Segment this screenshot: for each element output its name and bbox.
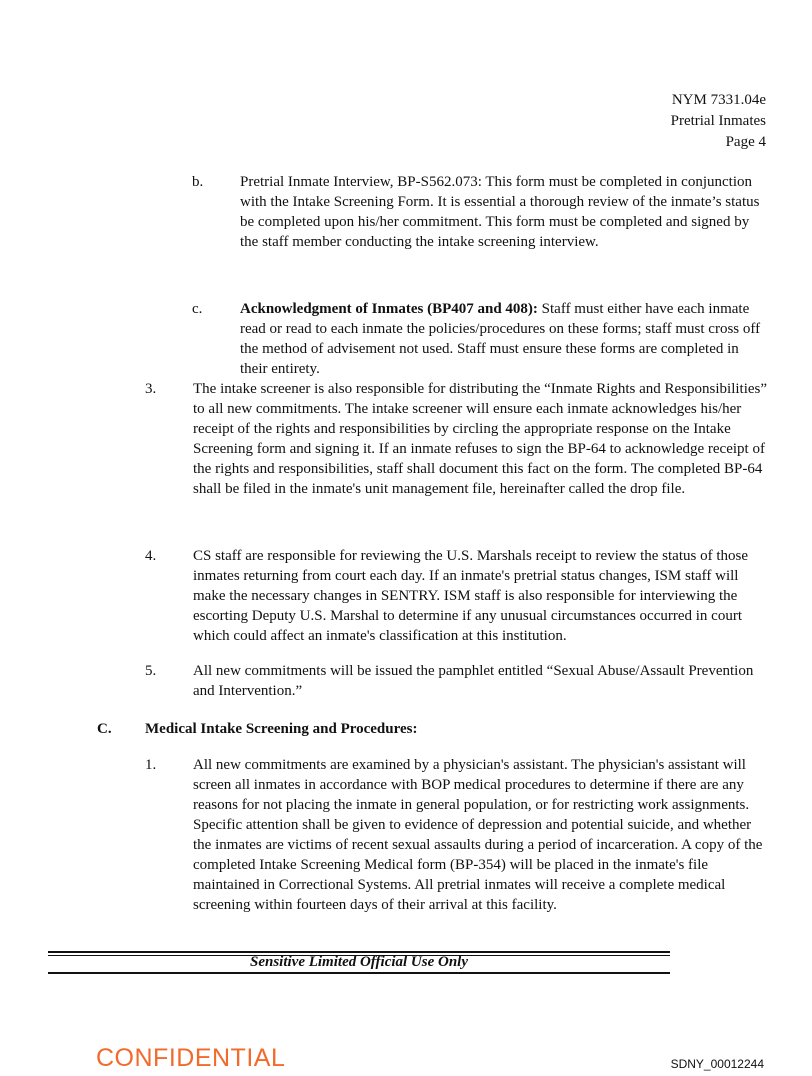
section-marker: C. — [97, 721, 112, 737]
list-item-text: Pretrial Inmate Interview, BP-S562.073: This form must be completed in conjunction with the Intake Screening Form. It is essential a thorough review of the inmate’s status be completed upon his/her commitment. This form must be completed and signed by the staff member conducting the intake screening interview. — [240, 174, 760, 250]
confidential-stamp: CONFIDENTIAL — [96, 1044, 286, 1072]
document-number: NYM 7331.04e — [671, 92, 766, 108]
list-marker: 5. — [145, 663, 157, 679]
list-marker: b. — [192, 174, 204, 190]
classification-footer: Sensitive Limited Official Use Only — [249, 954, 469, 970]
list-item-text: CS staff are responsible for reviewing the U.S. Marshals receipt to review the status of those inmates returning from court each day. If an inmate's pretrial status changes, ISM staff will make the necessary changes in SENTRY. ISM staff is also responsible for interviewing the escorting Deputy U.S. Marshal to determine if any unusual circumstances occurred in court which could affect an inmate's classification at this institution. — [193, 548, 748, 644]
section-title: Medical Intake Screening and Procedures: — [145, 721, 418, 737]
page-number: Page 4 — [725, 134, 766, 150]
list-item-text — [240, 299, 768, 379]
list-marker: 1. — [145, 757, 157, 773]
list-marker: c. — [192, 301, 203, 317]
footer-rule-bottom — [48, 972, 670, 974]
list-item-text: All new commitments are examined by a physician's assistant. The physician's assistant will screen all inmates in accordance with BOP medical procedures to determine if there are any reasons for not placing the inmate in general population, or for restricting work assignments. Specific attention shall be given to evidence of depression and potential suicide, and whether the inmates are victims of recent sexual assaults during a period of incarceration. A copy of the completed Intake Screening Medical form (BP-354) will be placed in the inmate's file maintained in Correctional Systems. All pretrial inmates will receive a complete medical screening within fourteen days of their arrival at this facility. — [193, 757, 763, 913]
bates-number: SDNY_00012244 — [670, 1057, 764, 1071]
page-header — [671, 90, 766, 153]
list-item-title: Acknowledgment of Inmates (BP407 and 408): — [240, 301, 538, 317]
document-title: Pretrial Inmates — [670, 113, 766, 129]
list-item-text: All new commitments will be issued the pamphlet entitled “Sexual Abuse/Assault Prevention and Intervention.” — [193, 663, 754, 699]
list-marker: 3. — [145, 381, 157, 397]
list-item-body: Staff must either have each inmate read or read to each inmate the policies/procedures on these forms; staff must cross off the method of advisement not used. Staff must ensure these forms are completed in their entirety. — [240, 301, 761, 377]
list-marker: 4. — [145, 548, 157, 564]
list-item-text: The intake screener is also responsible for distributing the “Inmate Rights and Responsibilities” to all new commitments. The intake screener will ensure each inmate acknowledges his/her receipt of the rights and responsibilities by circling the appropriate response on the Intake Screening form and signing it. If an inmate refuses to sign the BP-64 to acknowledge receipt of the rights and responsibilities, staff shall document this fact on the form. The completed BP-64 shall be filed in the inmate's unit management file, hereinafter called the drop file. — [193, 381, 768, 497]
